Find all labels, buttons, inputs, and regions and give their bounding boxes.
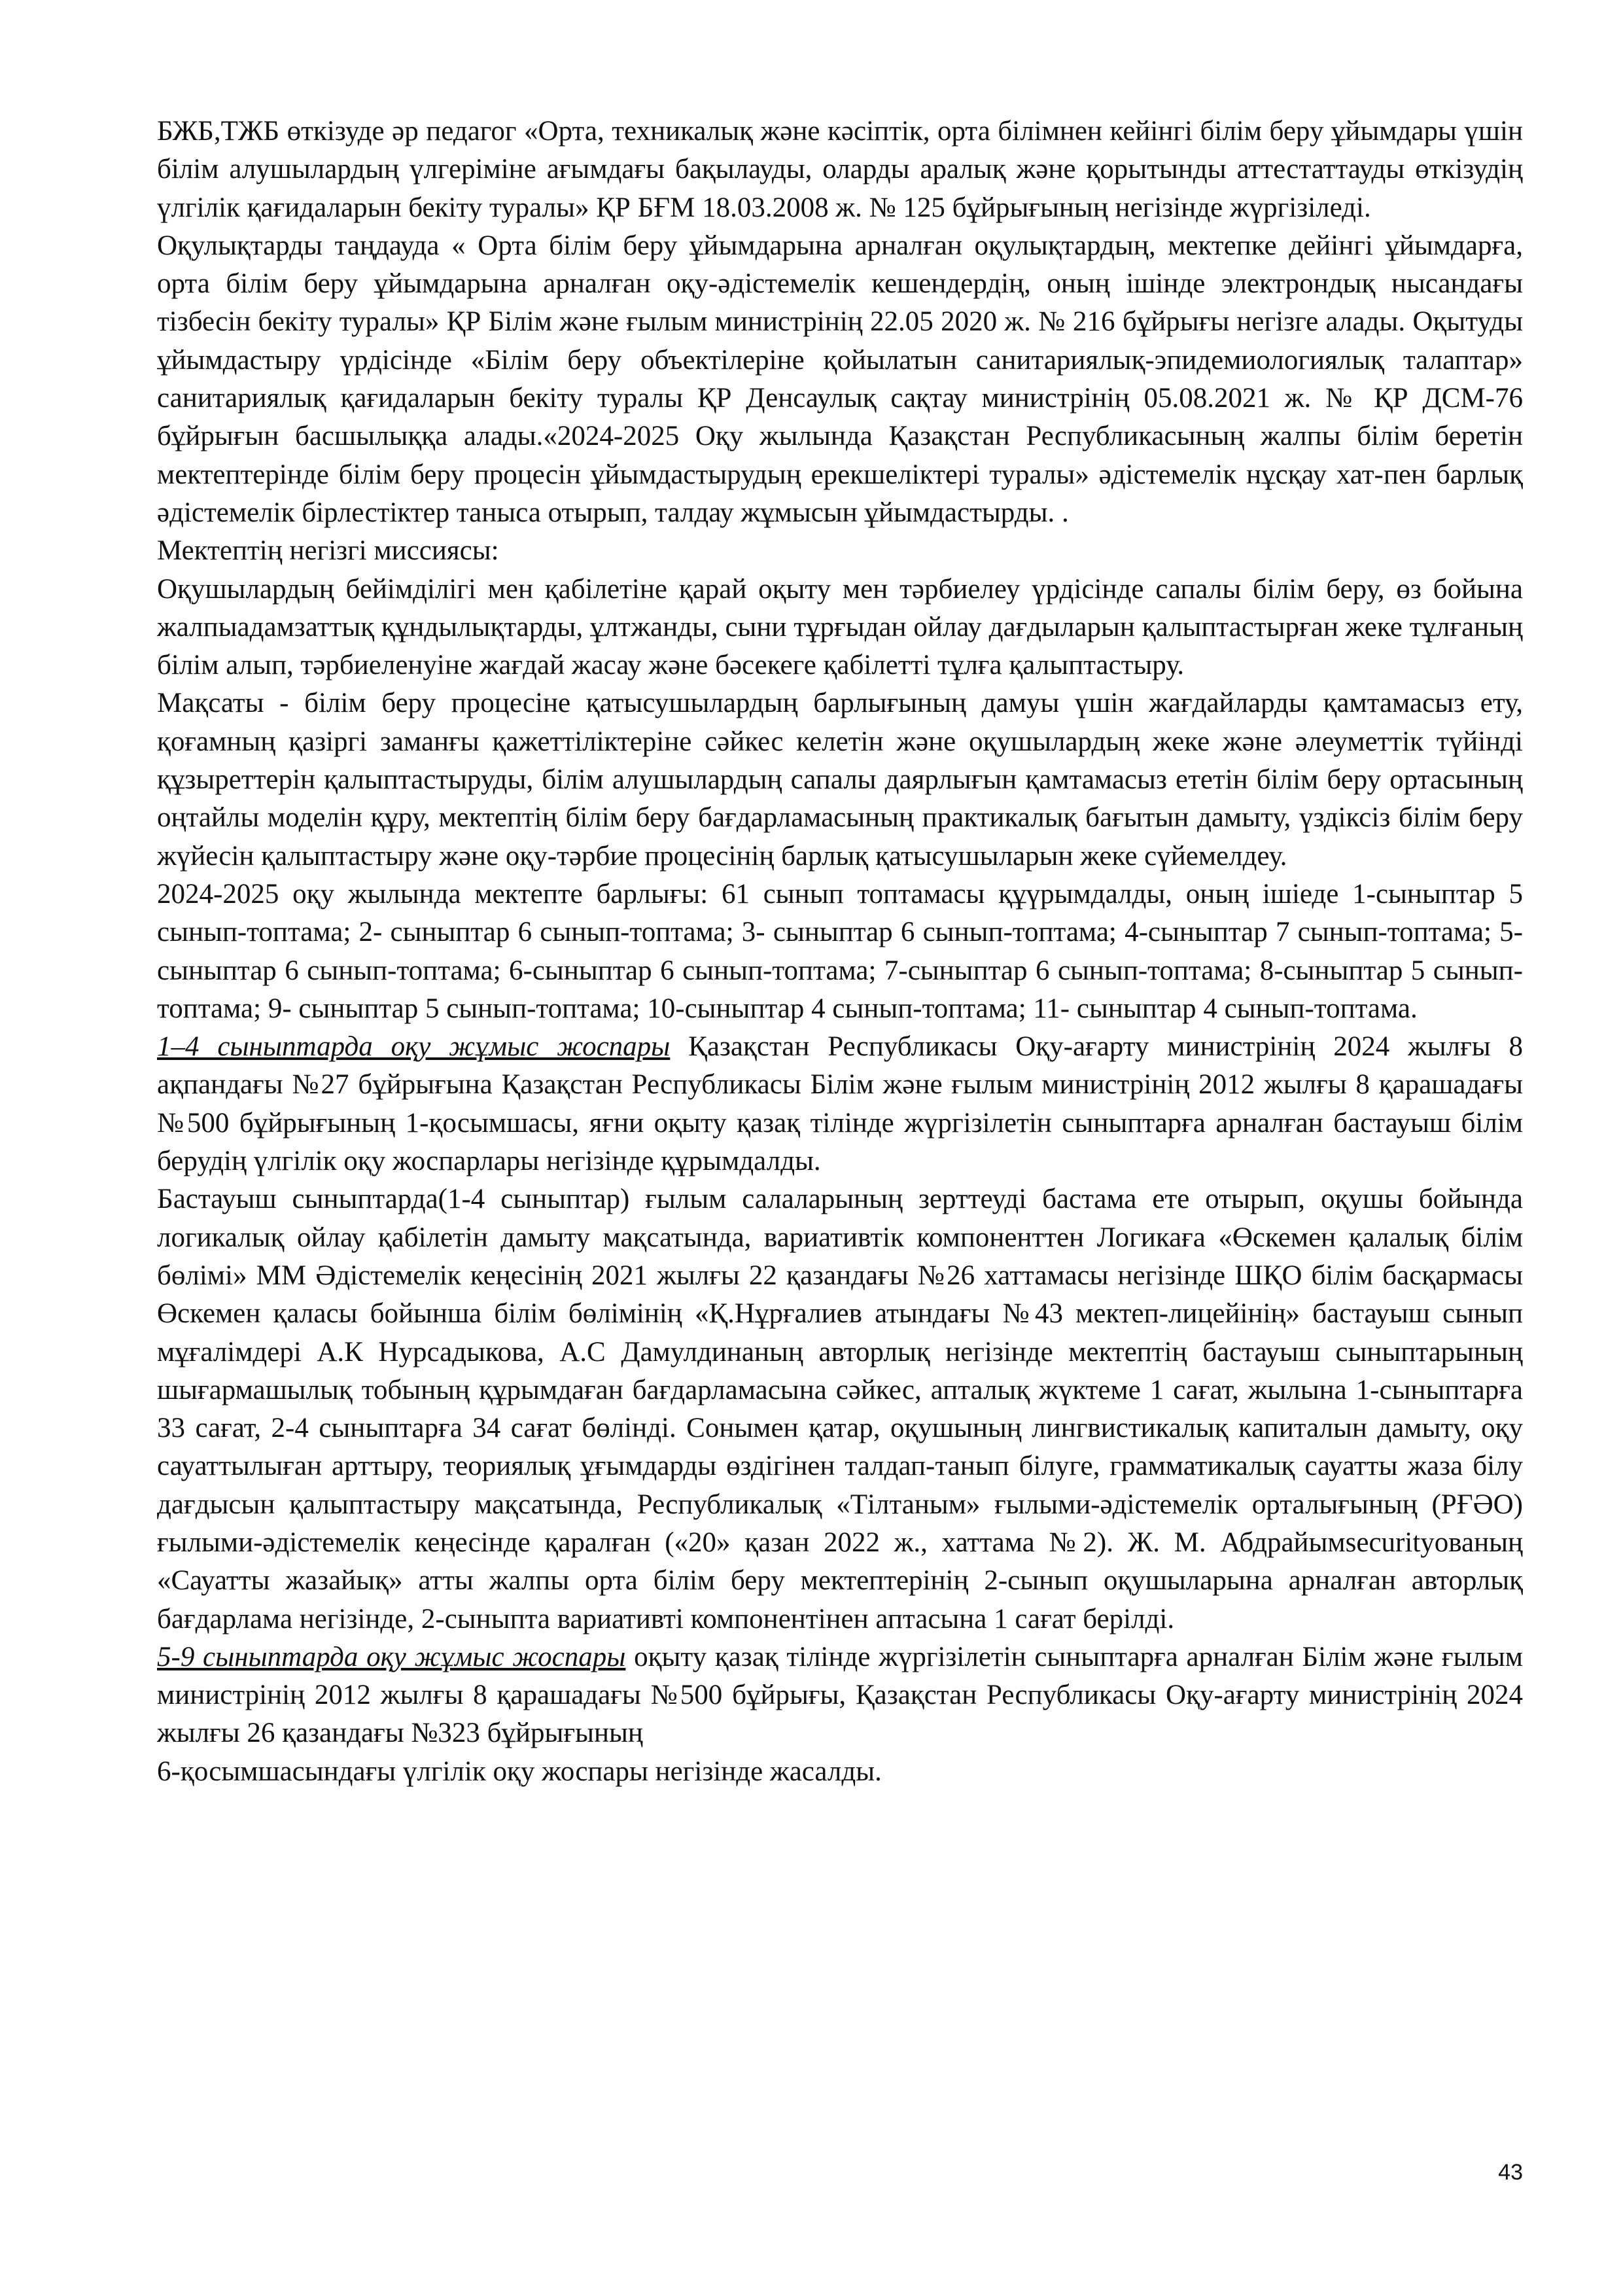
paragraph-class-counts: 2024-2025 оқу жылында мектепте барлығы: 61 сынып топтамасы құүрымдалды, оның ішіеде 1-сыныптар 5 сынып-топтама; 2- сыныптар 6 сынып-топтама; 3- сыныптар 6 сынып-топтама; 4-сыныптар 7 сынып-топтама; 5- сыныптар 6 сынып-топтама; 6-сыныптар 6 сынып-топтама; 7-сыныптар 6 сынып-топтама; 8-сыныптар 5 сынып-топтама; 9- сыныптар 5 сынып-топтама; 10-сыныптар 4 сынып-топтама; 11- сыныптар 4 сынып-топтама. xyxy=(157,878,1523,1024)
page-number: 43 xyxy=(1498,2160,1523,2185)
document-body xyxy=(157,113,1523,1791)
paragraph-assessment: БЖБ,ТЖБ өткізуде әр педагог «Орта, техникалық және кәсіптік, орта білімнен кейінгі білім беру ұйымдары үшін білім алушылардың үлгеріміне ағымдағы бақылауды, оларды аралық және қорытынды аттестаттауды өткізудің үлгілік қағидаларын бекіту туралы» ҚР БҒМ 18.03.2008 ж. № 125 бұйрығының негізінде жүргізіледі. xyxy=(157,116,1523,223)
paragraph-primary-plan xyxy=(157,1028,1523,1180)
paragraph-mission: Оқушылардың бейімділігі мен қабілетіне қарай оқыту мен тәрбиелеу үрдісінде сапалы білім беру, өз бойына жалпыадамзаттық құндылықтарды, ұлтжанды, сыни тұрғыдан ойлау дағдыларын қалыптастырған жеке тұлғаның білім алып, тәрбиеленуіне жағдай жасау және бәсекеге қабілетті тұлға қалыптастыру. xyxy=(157,573,1523,681)
paragraph-basic-plan xyxy=(157,1638,1523,1753)
paragraph-primary-variative: Бастауыш сыныптарда(1-4 сыныптар) ғылым салаларының зерттеуді бастама ете отырып, оқушы бойында логикалық ойлау қабілетін дамыту мақсатында, вариативтік компоненттен Логикаға «Өскемен қалалық білім бөлімі» ММ Әдістемелік кеңесінің 2021 жылғы 22 қазандағы №26 хаттамасы негізінде ШҚО білім басқармасы Өскемен қаласы бойынша білім бөлімінің «Қ.Нұрғалиев атындағы №43 мектеп-лицейінің» бастауыш сынып мұғалімдері А.К Нурсадыкова, А.С Дамулдинаның авторлық негізінде мектептің бастауыш сыныптарының шығармашылық тобының құрымдаған бағдарламасына сәйкес, апталық жүктеме 1 сағат, жылына 1-сыныптарға 33 сағат, 2-4 сыныптарға 34 сағат бөлінді. Сонымен қатар, оқушының лингвистикалық капиталын дамыту, оқу сауаттылыған арттыру, теориялық ұғымдарды өздігінен талдап-танып білуге, грамматикалық сауатты жаза білу дағдысын қалыптастыру мақсатында, Республикалық «Тілтаным» ғылыми-әдістемелік орталығының (РҒӘО) ғылыми-әдістемелік кеңесінде қаралған («20» қазан 2022 ж., хаттама №2). Ж. М. Абдрайымsecurityованың «Сауатты жазайық» атты жалпы орта білім беру мектептерінің 2-сынып оқушыларына арналған авторлық бағдарлама негізінде, 2-сыныпта вариативті компонентінен аптасына 1 сағат берілді. xyxy=(157,1184,1523,1634)
basic-plan-text: оқыту қазақ тілінде жүргізілетін сыныптарға арналған Білім және ғылым министрінің 2012 жылғы 8 қарашадағы №500 бұйрығы, Қазақстан Республикасы Оқу-ағарту министрінің 2024 жылғы 26 қазандағы №323 бұйрығының xyxy=(157,1641,1523,1749)
paragraph-goal: Мақсаты - білім беру процесіне қатысушылардың барлығының дамуы үшін жағдайларды қамтамасыз ету, қоғамның қазіргі заманғы қажеттіліктеріне сәйкес келетін және оқушылардың жеке және әлеуметтік түйінді құзыреттерін қалыптастыруды, білім алушылардың сапалы даярлығын қамтамасыз ететін білім беру ортасының оңтайлы моделін құру, мектептің білім беру бағдарламасының практикалық бағытын дамыту, үздіксіз білім беру жүйесін қалыптастыру және оқу-тәрбие процесінің барлық қатысушыларын жеке сүйемелдеу. xyxy=(157,688,1523,872)
basic-plan-title: 5-9 сыныптарда оқу жұмыс жоспары xyxy=(157,1641,626,1672)
paragraph-basic-plan-end: 6-қосымшасындағы үлгілік оқу жоспары негізінде жасалды. xyxy=(157,1756,882,1787)
paragraph-textbooks: Оқулықтарды таңдауда « Орта білім беру ұйымдарына арналған оқулықтардың, мектепке дейінгі ұйымдарға, орта білім беру ұйымдарына арналған оқу-әдістемелік кешендердің, оның ішінде электрондық нысандағы тізбесін бекіту туралы» ҚР Білім және ғылым министрінің 22.05 2020 ж. № 216 бұйрығы негізге алады. Оқытуды ұйымдастыру үрдісінде «Білім беру объектілеріне қойылатын санитариялық-эпидемиологиялық талаптар» санитариялық қағидаларын бекіту туралы ҚР Денсаулық сақтау министрінің 05.08.2021 ж. № ҚР ДСМ-76 бұйрығын басшылыққа алады.«2024-2025 Оқу жылында Қазақстан Республикасының жалпы білім беретін мектептерінде білім беру процесін ұйымдастырудың ерекшеліктері туралы» әдістемелік нұсқау хат-пен барлық әдістемелік бірлестіктер таныса отырып, талдау жұмысын ұйымдастырды. . xyxy=(157,230,1523,528)
primary-plan-title: 1–4 сыныптарда оқу жұмыс жоспары xyxy=(157,1031,671,1063)
paragraph-mission-heading: Мектептің негізгі миссиясы: xyxy=(157,535,499,567)
primary-plan-text: Қазақстан Республикасы Оқу-ағарту министрінің 2024 жылғы 8 ақпандағы №27 бұйрығына Қазақстан Республикасы Білім және ғылым министрінің 2012 жылғы 8 қарашадағы №500 бұйрығының 1-қосымшасы, яғни оқыту қазақ тілінде жүргізілетін сыныптарға арналған бастауыш білім берудің үлгілік оқу жоспарлары негізінде құрымдалды. xyxy=(157,1031,1523,1177)
